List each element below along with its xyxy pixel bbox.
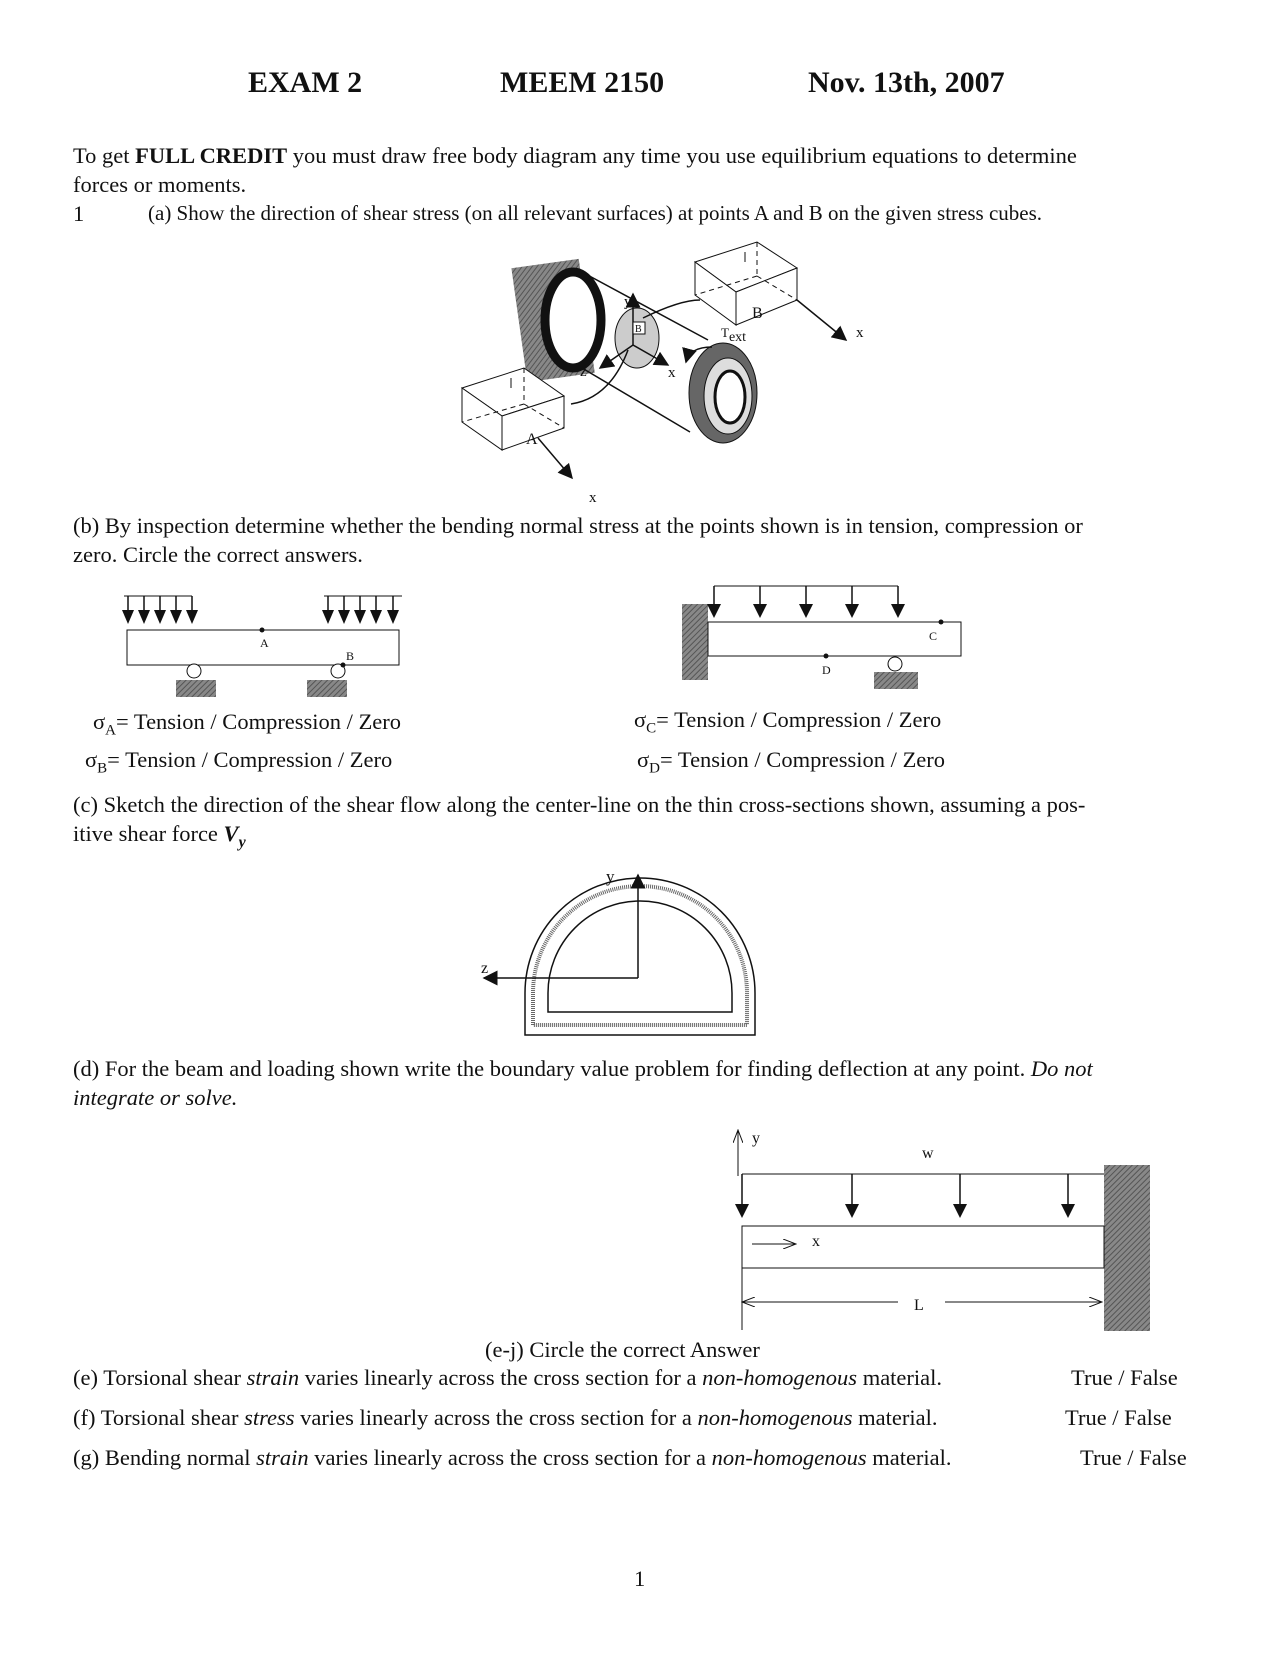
load-arrow-head bbox=[753, 604, 767, 618]
sigma-c-options[interactable]: = Tension / Compression / Zero bbox=[656, 707, 942, 732]
axis-x-label-section: x bbox=[668, 365, 676, 381]
thin-section-figure bbox=[481, 867, 755, 1035]
full-credit: FULL CREDIT bbox=[135, 143, 288, 168]
shaft-fixed-end bbox=[545, 272, 601, 368]
load-arrow-head bbox=[735, 1204, 749, 1218]
beam-b-right bbox=[682, 586, 961, 689]
point-b-label: B bbox=[346, 649, 355, 663]
load-arrow-head bbox=[122, 610, 134, 624]
shear-force-symbol: V bbox=[223, 821, 239, 846]
part-a-text: (a) Show the direction of shear stress (on all relevant surfaces) at points A and B on the given stress cubes. bbox=[148, 201, 1043, 225]
load-arrow-head bbox=[1061, 1204, 1075, 1218]
cube-b-x-label: x bbox=[856, 325, 864, 341]
axis-y-label: y bbox=[624, 294, 632, 310]
exam-date: Nov. 13th, 2007 bbox=[808, 66, 1005, 99]
exam-title: EXAM 2 bbox=[248, 66, 363, 99]
section-disc bbox=[615, 308, 659, 368]
load-arrow-head bbox=[370, 610, 382, 624]
length-l-label: L bbox=[914, 1297, 924, 1314]
load-arrow-head bbox=[799, 604, 813, 618]
sigma-a-options[interactable]: = Tension / Compression / Zero bbox=[115, 709, 402, 734]
statement-g: (g) Bending normal strain varies linearly across the cross section for a non-homogenous material. bbox=[73, 1445, 952, 1470]
ej-title: (e-j) Circle the correct Answer bbox=[485, 1337, 760, 1362]
section-y-label: y bbox=[606, 867, 615, 886]
load-arrow-head bbox=[138, 610, 150, 624]
load-arrow-head bbox=[154, 610, 166, 624]
sigma-b-options[interactable]: = Tension / Compression / Zero bbox=[107, 747, 393, 772]
torsion-shaft-figure bbox=[462, 242, 864, 506]
sigma-a-line: $\sigma_A=$ Tension / Compression / Zero bbox=[93, 709, 402, 739]
sigma-b-line: $\sigma_B=$ Tension / Compression / Zero bbox=[85, 747, 393, 777]
intro-line-1: To get FULL CREDIT you must draw free body diagram any time you use equilibrium equations to determine bbox=[73, 143, 1077, 168]
true-false-g[interactable]: True / False bbox=[1080, 1445, 1187, 1470]
part-b-line-2: zero. Circle the correct answers. bbox=[73, 542, 363, 567]
page-number: 1 bbox=[634, 1566, 646, 1591]
true-false-f[interactable]: True / False bbox=[1065, 1405, 1172, 1430]
load-arrow-head bbox=[322, 610, 334, 624]
beam-b-left bbox=[122, 596, 402, 697]
sigma-d-line: $\sigma_D=$ Tension / Compression / Zero bbox=[637, 747, 946, 777]
wall-support-d bbox=[1104, 1165, 1150, 1331]
load-arrow-head bbox=[354, 610, 366, 624]
load-arrow-head bbox=[845, 604, 859, 618]
cube-a-label: A bbox=[526, 431, 538, 448]
beam-y-label: y bbox=[752, 1130, 760, 1147]
point-a-label: A bbox=[260, 636, 269, 650]
load-arrow-head bbox=[891, 604, 905, 618]
beam-x-label: x bbox=[812, 1233, 820, 1250]
load-arrow-head bbox=[170, 610, 182, 624]
beam-d-figure bbox=[735, 1130, 1150, 1331]
load-arrow-head bbox=[186, 610, 198, 624]
intro-line-2: forces or moments. bbox=[73, 172, 247, 197]
load-arrow-head bbox=[338, 610, 350, 624]
stress-cube-a[interactable] bbox=[462, 368, 597, 506]
cube-a-x-label: x bbox=[589, 490, 597, 506]
sigma-d-options[interactable]: = Tension / Compression / Zero bbox=[659, 747, 946, 772]
load-arrow-head bbox=[387, 610, 399, 624]
point-d-label: D bbox=[822, 663, 831, 677]
torque-label: Text bbox=[721, 325, 747, 345]
statement-f: (f) Torsional shear stress varies linearly across the cross section for a non-homogenous material. bbox=[73, 1405, 938, 1430]
section-z-label: z bbox=[481, 960, 489, 977]
question-number: 1 bbox=[73, 201, 85, 226]
sigma-c-line: $\sigma_C=$ Tension / Compression / Zero bbox=[634, 707, 942, 737]
load-arrow-head bbox=[953, 1204, 967, 1218]
part-c-line-1: (c) Sketch the direction of the shear flow along the center-line on the thin cross-sections shown, assuming a pos- bbox=[73, 792, 1086, 817]
axis-z-label: z bbox=[580, 364, 587, 380]
svg-text:B: B bbox=[635, 324, 642, 335]
part-d-line-1: (d) For the beam and loading shown write the boundary value problem for finding deflection at any point. Do not bbox=[73, 1056, 1093, 1081]
cube-b-label: B bbox=[752, 305, 763, 322]
course-code: MEEM 2150 bbox=[500, 66, 665, 99]
load-w-label: w bbox=[922, 1145, 934, 1162]
part-d-line-2: integrate or solve. bbox=[73, 1085, 238, 1110]
statement-e: (e) Torsional shear strain varies linearly across the cross section for a non-homogenous material. bbox=[73, 1365, 943, 1390]
load-arrow-head bbox=[845, 1204, 859, 1218]
load-arrow-head bbox=[707, 604, 721, 618]
part-b-line-1: (b) By inspection determine whether the bending normal stress at the points shown is in tension, compression or bbox=[73, 513, 1083, 538]
true-false-e[interactable]: True / False bbox=[1071, 1365, 1178, 1390]
part-c-line-2: itive shear force $V_y$ bbox=[73, 821, 246, 851]
point-c-label: C bbox=[929, 629, 938, 643]
